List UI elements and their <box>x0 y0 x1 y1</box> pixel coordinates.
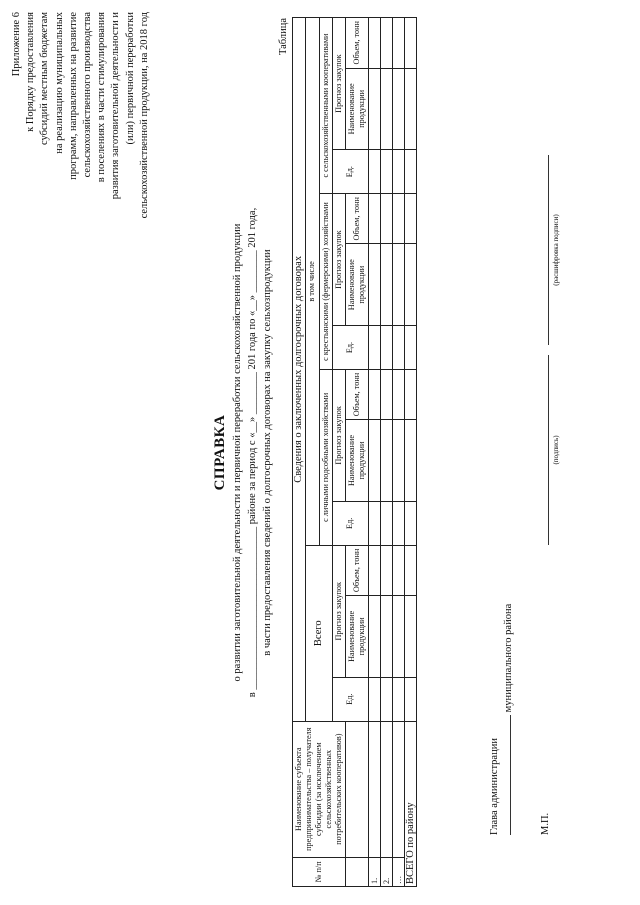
table-cell <box>381 369 393 419</box>
head-title-line-2: муниципального района <box>503 603 514 713</box>
table-cell <box>369 721 381 857</box>
table-cell <box>393 244 405 326</box>
header-volume: Объем, тонн <box>346 18 369 69</box>
header-total: Всего <box>306 545 333 721</box>
row-number: … <box>393 857 405 886</box>
table-cell <box>381 244 393 326</box>
header-subject-name: Наименование субъекта предпринимательства – получателя субсидии (за исключением сельскохозяйственных потребительских кооперативов) <box>293 721 346 857</box>
table-cell <box>393 194 405 244</box>
table-cell <box>381 677 393 721</box>
table-cell <box>381 150 393 194</box>
table-row <box>369 18 381 887</box>
header-product-name: Наименование продукции <box>346 244 369 326</box>
header-unit: Ед. <box>332 150 369 194</box>
table-row <box>381 18 393 887</box>
total-row-label: ВСЕГО по району <box>405 721 417 886</box>
appendix-line: субсидий местным бюджетам <box>39 12 51 146</box>
table-cell <box>393 501 405 545</box>
table-cell <box>405 545 417 595</box>
table-cell <box>405 369 417 419</box>
signature-line <box>548 355 549 545</box>
header-forecast: Прогноз закупок <box>332 369 346 501</box>
table-cell <box>381 420 393 502</box>
row-number: 2. <box>381 857 393 886</box>
appendix-line: к Порядку предоставления <box>25 12 37 132</box>
district-blank-line <box>510 715 511 835</box>
header-cooperatives: с сельскохозяйственными кооперативами <box>319 18 332 194</box>
table-label: Таблица <box>278 18 289 56</box>
subtitle-line-2: в _______________________________ районе за период с «__» ________ 201 года по «__» ________ 201 года, <box>247 207 258 698</box>
table-cell <box>369 369 381 419</box>
table-cell <box>393 68 405 150</box>
contracts-table <box>292 17 417 887</box>
table-cell <box>393 596 405 678</box>
appendix-line: Приложение 6 <box>11 12 22 77</box>
header-forecast: Прогноз закупок <box>332 194 346 326</box>
table-cell <box>381 18 393 69</box>
header-volume: Объем, тонн <box>346 545 369 595</box>
total-row <box>405 18 417 887</box>
appendix-line: развития заготовительной деятельности и <box>110 12 122 200</box>
header-farmer-farms: с крестьянскими (фермерскими) хозяйствами <box>319 194 332 370</box>
table-cell <box>369 244 381 326</box>
header-volume: Объем, тонн <box>346 369 369 419</box>
header-unit: Ед. <box>332 677 369 721</box>
table-cell <box>381 545 393 595</box>
header-volume: Объем, тонн <box>346 194 369 244</box>
subtitle-line-3: в части предоставления сведений о долгосрочных договорах на закупку сельхозпродукции <box>262 249 273 656</box>
head-title-line-1: Глава администрации <box>489 738 500 835</box>
table-cell <box>381 326 393 370</box>
appendix-line: на реализацию муниципальных <box>53 12 65 154</box>
appendix-line: в поселениях в части стимулирования <box>96 12 108 183</box>
table-cell <box>369 677 381 721</box>
table-cell <box>381 721 393 857</box>
table-cell <box>393 545 405 595</box>
table-cell <box>405 501 417 545</box>
table-cell <box>381 596 393 678</box>
header-contracts-group: Сведения о заключенных долгосрочных договорах <box>293 18 306 722</box>
table-cell <box>393 18 405 69</box>
table-cell <box>381 501 393 545</box>
header-forecast: Прогноз закупок <box>332 18 346 150</box>
table-cell <box>405 420 417 502</box>
header-forecast: Прогноз закупок <box>332 545 346 677</box>
table-cell <box>405 596 417 678</box>
document-title: СПРАВКА <box>212 414 228 491</box>
table-cell <box>405 18 417 69</box>
table-cell <box>381 68 393 150</box>
table-cell <box>369 194 381 244</box>
appendix-line: (или) первичной переработки <box>124 12 136 145</box>
table-cell <box>393 721 405 857</box>
table-cell <box>393 326 405 370</box>
signature-block <box>488 604 516 835</box>
header-including: в том числе <box>306 18 320 546</box>
table-cell <box>369 68 381 150</box>
appendix-line: сельскохозяйственной продукции, на 2018 год <box>138 12 150 219</box>
name-line <box>548 155 549 345</box>
table-cell <box>369 18 381 69</box>
header-name-cont <box>346 721 369 857</box>
header-num: № п/п <box>293 857 346 886</box>
appendix-line: программ, направленных на развитие <box>67 12 79 180</box>
header-product-name: Наименование продукции <box>346 68 369 150</box>
header-product-name: Наименование продукции <box>346 596 369 678</box>
row-number: 1. <box>369 857 381 886</box>
stamp-placeholder: М.П. <box>540 812 551 835</box>
header-num-cont <box>346 857 369 886</box>
appendix-line: сельскохозяйственного производства <box>82 12 94 178</box>
table-cell <box>393 420 405 502</box>
table-cell <box>369 545 381 595</box>
table-cell <box>405 326 417 370</box>
table-row <box>393 18 405 887</box>
header-product-name: Наименование продукции <box>346 420 369 502</box>
appendix-note <box>10 12 152 302</box>
table-cell <box>405 677 417 721</box>
table-cell <box>369 326 381 370</box>
signature-caption: (подпись) <box>552 435 560 465</box>
table-cell <box>405 150 417 194</box>
table-cell <box>393 677 405 721</box>
table-cell <box>369 420 381 502</box>
table-cell <box>393 150 405 194</box>
header-unit: Ед. <box>332 501 369 545</box>
header-personal-farms: с личными подсобными хозяйствами <box>319 369 332 545</box>
table-cell <box>381 194 393 244</box>
table-cell <box>405 244 417 326</box>
header-unit: Ед. <box>332 326 369 370</box>
table-cell <box>369 150 381 194</box>
subtitle-line-1: о развитии заготовительной деятельности и первичной переработки сельскохозяйственной продукции <box>232 223 243 682</box>
table-cell <box>369 501 381 545</box>
table-cell <box>369 596 381 678</box>
head-title-line-2-wrap <box>502 604 516 835</box>
name-caption: (расшифровка подписи) <box>552 214 560 286</box>
table-cell <box>405 68 417 150</box>
table-cell <box>405 194 417 244</box>
table-cell <box>393 369 405 419</box>
